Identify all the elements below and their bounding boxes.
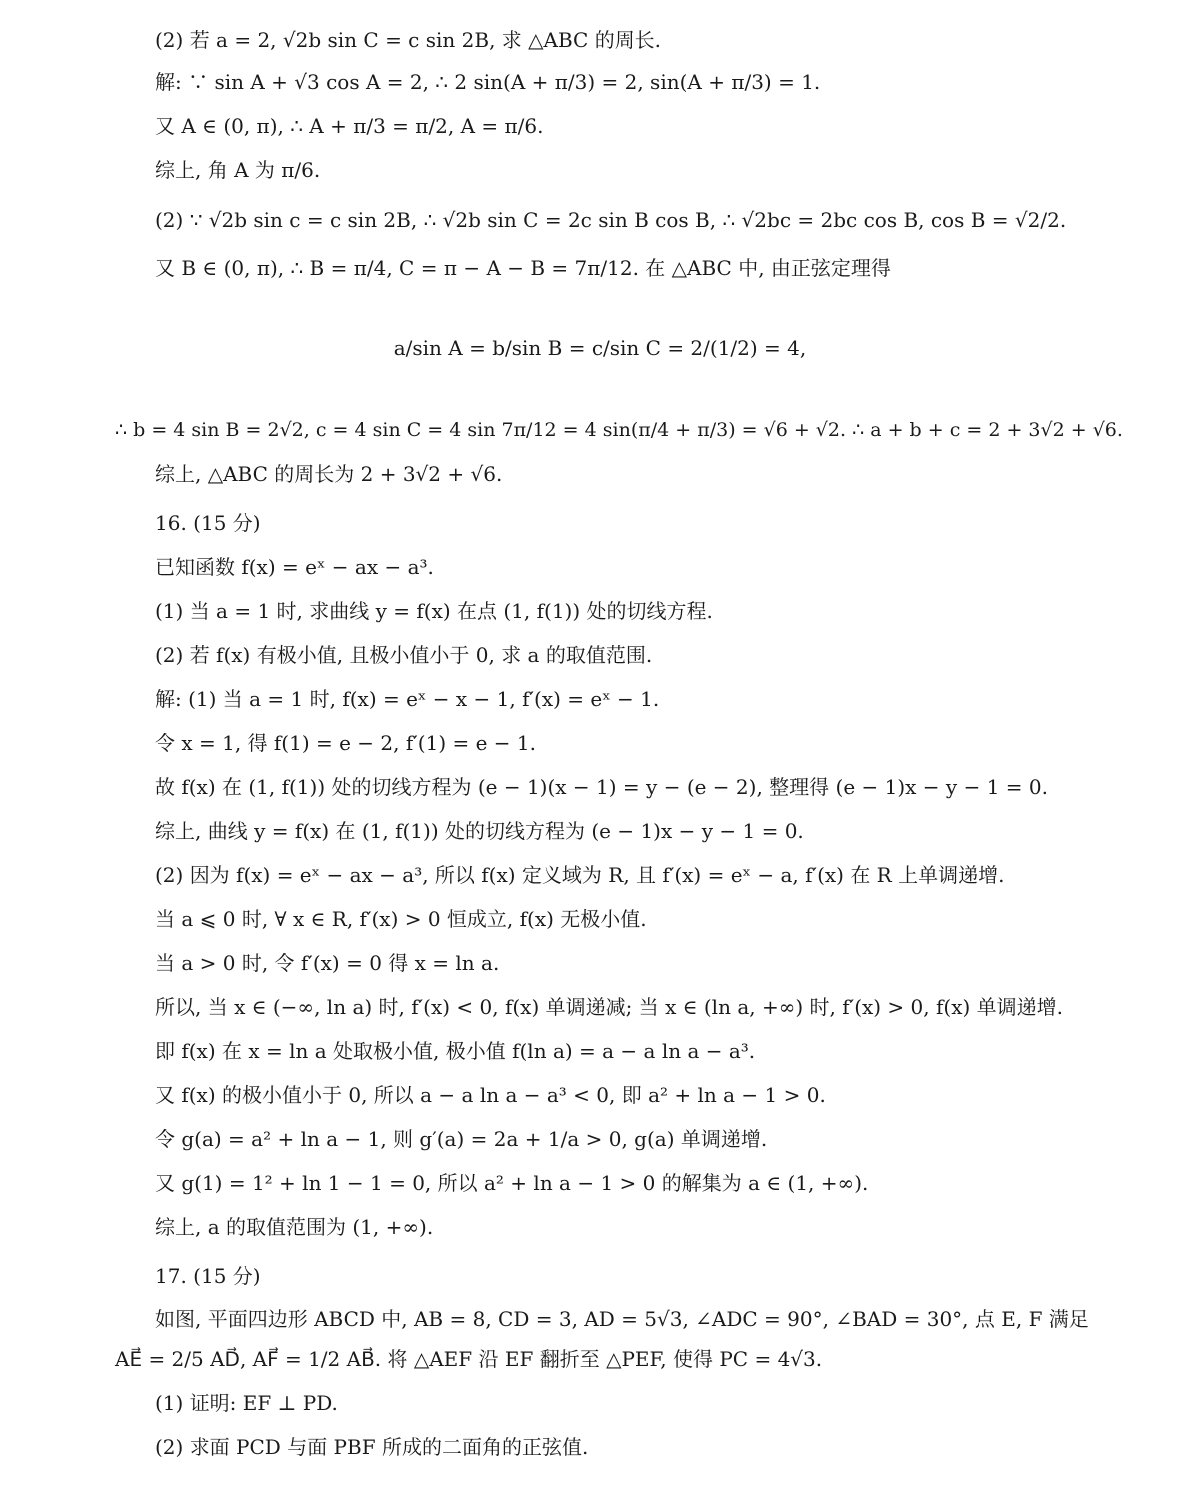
text-line: 已知函数 f(x) = eˣ − ax − a³.	[155, 555, 434, 579]
text-line: 又 B ∈ (0, π), ∴ B = π/4, C = π − A − B = 7π/12. 在 △ABC 中, 由正弦定理得	[155, 256, 891, 280]
text-line: 解: ∵ sin A + √3 cos A = 2, ∴ 2 sin(A + π/3) = 2, sin(A + π/3) = 1.	[155, 70, 821, 94]
text-line: 解: (1) 当 a = 1 时, f(x) = eˣ − x − 1, f′(x) = eˣ − 1.	[155, 687, 660, 711]
text-line: (2) 因为 f(x) = eˣ − ax − a³, 所以 f(x) 定义域为 R, 且 f′(x) = eˣ − a, f′(x) 在 R 上单调递增.	[155, 863, 1005, 887]
problem-heading: 17. (15 分)	[155, 1264, 261, 1288]
text-line: 综上, 曲线 y = f(x) 在 (1, f(1)) 处的切线方程为 (e − 1)x − y − 1 = 0.	[155, 819, 804, 843]
text-line: AE⃗ = 2/5 AD⃗, AF⃗ = 1/2 AB⃗. 将 △AEF 沿 EF 翻折至 △PEF, 使得 PC = 4√3.	[115, 1347, 823, 1371]
text-line: 当 a > 0 时, 令 f′(x) = 0 得 x = ln a.	[155, 951, 500, 975]
text-line: 又 A ∈ (0, π), ∴ A + π/3 = π/2, A = π/6.	[155, 114, 544, 138]
text-line: (1) 当 a = 1 时, 求曲线 y = f(x) 在点 (1, f(1)) 处的切线方程.	[155, 599, 713, 623]
text-line: 综上, a 的取值范围为 (1, +∞).	[155, 1215, 434, 1239]
text-line: 即 f(x) 在 x = ln a 处取极小值, 极小值 f(ln a) = a − a ln a − a³.	[155, 1039, 756, 1063]
text-line: 又 g(1) = 1² + ln 1 − 1 = 0, 所以 a² + ln a − 1 > 0 的解集为 a ∈ (1, +∞).	[155, 1171, 869, 1195]
text-line: 综上, 角 A 为 π/6.	[155, 158, 321, 182]
text-line: 如图, 平面四边形 ABCD 中, AB = 8, CD = 3, AD = 5√3, ∠ADC = 90°, ∠BAD = 30°, 点 E, F 满足	[155, 1307, 1089, 1331]
text-line: 令 x = 1, 得 f(1) = e − 2, f′(1) = e − 1.	[155, 731, 536, 755]
text-line: (1) 证明: EF ⊥ PD.	[155, 1391, 338, 1415]
text-line: 综上, △ABC 的周长为 2 + 3√2 + √6.	[155, 462, 503, 486]
text-line: (2) 求面 PCD 与面 PBF 所成的二面角的正弦值.	[155, 1435, 589, 1459]
text-line: ∴ b = 4 sin B = 2√2, c = 4 sin C = 4 sin 7π/12 = 4 sin(π/4 + π/3) = √6 + √2. ∴ a + b + c = 2 + 3√2 + √6.	[115, 419, 1123, 441]
text-line: 所以, 当 x ∈ (−∞, ln a) 时, f′(x) < 0, f(x) 单调递减; 当 x ∈ (ln a, +∞) 时, f′(x) > 0, f(x) 单调递增.	[155, 995, 1063, 1019]
problem-heading: 16. (15 分)	[155, 511, 261, 535]
text-line: 又 f(x) 的极小值小于 0, 所以 a − a ln a − a³ < 0, 即 a² + ln a − 1 > 0.	[155, 1083, 826, 1107]
text-line: (2) ∵ √2b sin c = c sin 2B, ∴ √2b sin C = 2c sin B cos B, ∴ √2bc = 2bc cos B, cos B = √2/2.	[155, 208, 1067, 232]
text-line: (2) 若 f(x) 有极小值, 且极小值小于 0, 求 a 的取值范围.	[155, 643, 653, 667]
text-line: 当 a ⩽ 0 时, ∀ x ∈ R, f′(x) > 0 恒成立, f(x) 无极小值.	[155, 907, 647, 931]
text-line: 令 g(a) = a² + ln a − 1, 则 g′(a) = 2a + 1/a > 0, g(a) 单调递增.	[155, 1127, 768, 1151]
text-line: 故 f(x) 在 (1, f(1)) 处的切线方程为 (e − 1)(x − 1) = y − (e − 2), 整理得 (e − 1)x − y − 1 = 0.	[155, 775, 1048, 799]
display-equation: a/sin A = b/sin B = c/sin C = 2/(1/2) = 4,	[393, 336, 807, 360]
text-line: (2) 若 a = 2, √2b sin C = c sin 2B, 求 △ABC 的周长.	[155, 28, 662, 52]
